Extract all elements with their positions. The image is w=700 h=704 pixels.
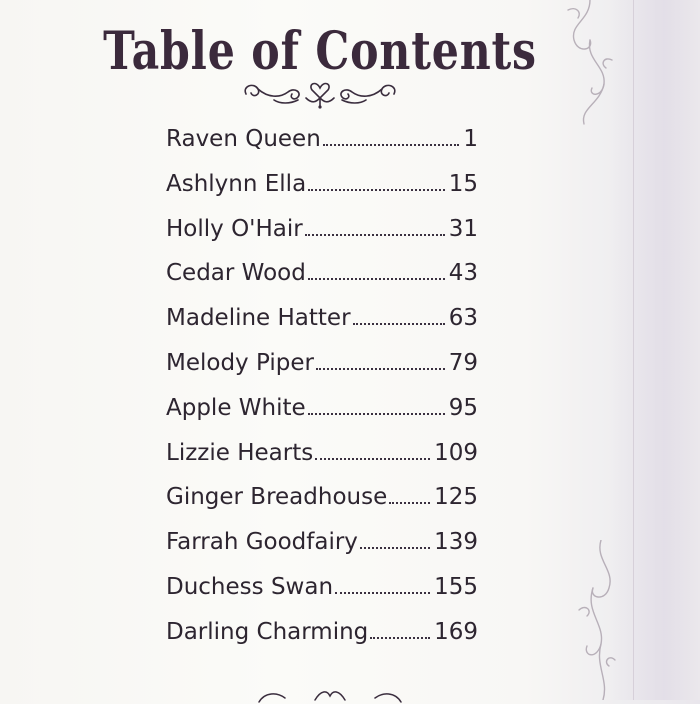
toc-leader-dots bbox=[308, 278, 445, 280]
flourish-divider-icon bbox=[240, 74, 400, 110]
toc-entry-name: Apple White bbox=[166, 394, 306, 421]
toc-entry[interactable] bbox=[166, 260, 478, 305]
toc-entry[interactable] bbox=[166, 574, 478, 619]
page-title: Table of Contents bbox=[103, 20, 537, 82]
toc-entry[interactable] bbox=[166, 529, 478, 574]
page-edge-line bbox=[633, 0, 634, 700]
toc-entry[interactable] bbox=[166, 305, 478, 350]
toc-leader-dots bbox=[308, 189, 445, 191]
toc-leader-dots bbox=[335, 592, 430, 594]
toc-leader-dots bbox=[323, 144, 460, 146]
toc-entry-page: 125 bbox=[434, 484, 478, 511]
toc-entry-name: Melody Piper bbox=[166, 349, 314, 376]
toc-entry[interactable] bbox=[166, 619, 478, 664]
toc-entry-page: 43 bbox=[448, 260, 478, 287]
toc-entry-page: 109 bbox=[434, 439, 478, 466]
corner-scroll-icon bbox=[565, 540, 625, 700]
toc-entry-name: Cedar Wood bbox=[166, 260, 306, 287]
toc-entry-page: 95 bbox=[448, 394, 478, 421]
toc-leader-dots bbox=[305, 234, 445, 236]
toc-entry-page: 79 bbox=[448, 349, 478, 376]
toc-leader-dots bbox=[370, 637, 430, 639]
toc-entry-page: 63 bbox=[448, 305, 478, 332]
table-of-contents-list bbox=[166, 126, 478, 664]
toc-entry-page: 169 bbox=[434, 618, 478, 645]
toc-entry[interactable] bbox=[166, 126, 478, 171]
toc-leader-dots bbox=[308, 413, 445, 415]
toc-entry[interactable] bbox=[166, 440, 478, 485]
toc-entry-name: Ginger Breadhouse bbox=[166, 484, 388, 511]
toc-entry-name: Raven Queen bbox=[166, 126, 321, 152]
toc-entry[interactable] bbox=[166, 395, 478, 440]
toc-entry-page: 1 bbox=[463, 126, 478, 152]
toc-leader-dots bbox=[315, 458, 430, 460]
toc-entry-name: Holly O'Hair bbox=[166, 215, 303, 242]
toc-entry-name: Madeline Hatter bbox=[166, 305, 351, 332]
toc-entry-name: Farrah Goodfairy bbox=[166, 529, 358, 556]
toc-entry-name: Darling Charming bbox=[166, 618, 369, 645]
toc-leader-dots bbox=[389, 502, 430, 504]
toc-entry-page: 139 bbox=[434, 529, 478, 556]
toc-entry-name: Ashlynn Ella bbox=[166, 170, 307, 197]
toc-entry[interactable] bbox=[166, 484, 478, 529]
toc-leader-dots bbox=[316, 368, 445, 370]
toc-entry[interactable] bbox=[166, 350, 478, 395]
toc-leader-dots bbox=[360, 547, 430, 549]
toc-entry[interactable] bbox=[166, 216, 478, 261]
corner-scroll-icon bbox=[560, 0, 620, 130]
toc-leader-dots bbox=[353, 323, 445, 325]
bottom-flourish-icon bbox=[255, 684, 405, 704]
toc-entry-name: Lizzie Hearts bbox=[166, 439, 314, 466]
toc-entry[interactable] bbox=[166, 171, 478, 216]
toc-entry-page: 155 bbox=[434, 573, 478, 600]
toc-entry-page: 31 bbox=[448, 215, 478, 242]
toc-entry-page: 15 bbox=[448, 170, 478, 197]
toc-entry-name: Duchess Swan bbox=[166, 573, 334, 600]
